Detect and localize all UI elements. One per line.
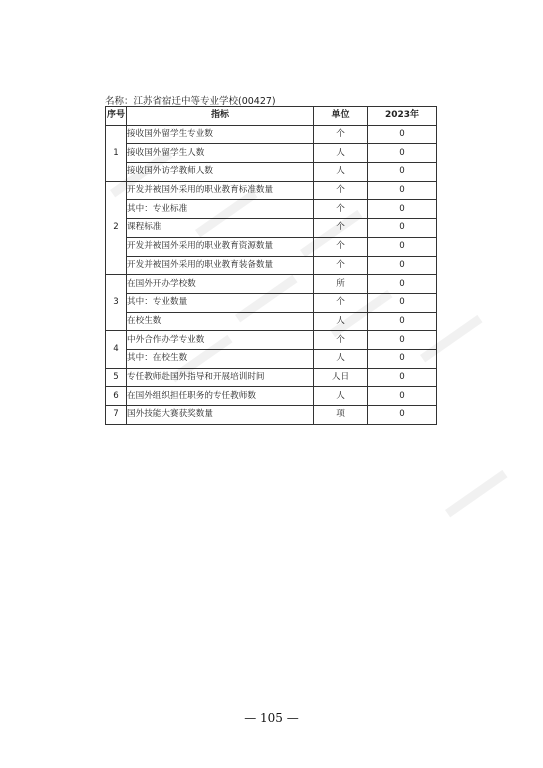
indicator-cell: 在国外组织担任职务的专任教师数 [127, 387, 314, 406]
unit-cell: 项 [314, 406, 368, 425]
row-number-cell: 3 [106, 275, 127, 331]
table-header [106, 107, 437, 126]
value-cell: 0 [368, 331, 437, 350]
indicator-cell: 其中：专业标准 [127, 200, 314, 219]
value-cell: 0 [368, 256, 437, 275]
table-row [106, 219, 437, 238]
unit-cell: 个 [314, 219, 368, 238]
value-cell: 0 [368, 237, 437, 256]
value-cell: 0 [368, 387, 437, 406]
table-row [106, 331, 437, 350]
value-cell: 0 [368, 349, 437, 368]
document-name-label: 名称：江苏省宿迁中等专业学校(00427) [105, 96, 276, 107]
unit-cell: 人 [314, 387, 368, 406]
row-number-cell: 6 [106, 387, 127, 406]
table-header-row [106, 107, 437, 126]
indicator-cell: 开发并被国外采用的职业教育装备数量 [127, 256, 314, 275]
page-number: — 105 — [244, 711, 299, 725]
value-cell: 0 [368, 293, 437, 312]
column-header-indicator: 指标 [127, 107, 314, 126]
indicator-cell: 专任教师赴国外指导和开展培训时间 [127, 368, 314, 387]
table-row [106, 237, 437, 256]
indicator-table [105, 106, 437, 425]
value-cell: 0 [368, 144, 437, 163]
column-header-unit: 单位 [314, 107, 368, 126]
value-cell: 0 [368, 275, 437, 294]
table-row [106, 312, 437, 331]
unit-cell: 所 [314, 275, 368, 294]
unit-cell: 人日 [314, 368, 368, 387]
table-body [106, 125, 437, 424]
unit-cell: 个 [314, 331, 368, 350]
indicator-cell: 接收国外留学生专业数 [127, 125, 314, 144]
table-row [106, 293, 437, 312]
value-cell: 0 [368, 312, 437, 331]
indicator-cell: 在国外开办学校数 [127, 275, 314, 294]
value-cell: 0 [368, 406, 437, 425]
indicator-cell: 在校生数 [127, 312, 314, 331]
unit-cell: 个 [314, 237, 368, 256]
indicator-cell: 其中：专业数量 [127, 293, 314, 312]
table-row [106, 349, 437, 368]
indicator-cell: 中外合作办学专业数 [127, 331, 314, 350]
table-row [106, 387, 437, 406]
value-cell: 0 [368, 125, 437, 144]
unit-cell: 个 [314, 293, 368, 312]
table-row [106, 125, 437, 144]
value-cell: 0 [368, 368, 437, 387]
row-number-cell: 2 [106, 181, 127, 274]
row-number-cell: 5 [106, 368, 127, 387]
indicator-cell: 开发并被国外采用的职业教育标准数量 [127, 181, 314, 200]
value-cell: 0 [368, 200, 437, 219]
value-cell: 0 [368, 163, 437, 182]
column-header-year: 2023年 [368, 107, 437, 126]
table-row [106, 368, 437, 387]
table-row [106, 200, 437, 219]
value-cell: 0 [368, 181, 437, 200]
column-header-no: 序号 [106, 107, 127, 126]
indicator-cell: 国外技能大赛获奖数量 [127, 406, 314, 425]
table-row [106, 181, 437, 200]
value-cell: 0 [368, 219, 437, 238]
table-row [106, 163, 437, 182]
row-number-cell: 4 [106, 331, 127, 368]
unit-cell: 个 [314, 256, 368, 275]
indicator-cell: 课程标准 [127, 219, 314, 238]
indicator-cell: 其中：在校生数 [127, 349, 314, 368]
row-number-cell: 1 [106, 125, 127, 181]
unit-cell: 人 [314, 349, 368, 368]
unit-cell: 人 [314, 163, 368, 182]
indicator-cell: 接收国外留学生人数 [127, 144, 314, 163]
unit-cell: 个 [314, 125, 368, 144]
table-row [106, 256, 437, 275]
watermark-texture [445, 470, 508, 518]
table-row [106, 275, 437, 294]
unit-cell: 个 [314, 181, 368, 200]
table-row [106, 144, 437, 163]
unit-cell: 人 [314, 312, 368, 331]
table-row [106, 406, 437, 425]
row-number-cell: 7 [106, 406, 127, 425]
indicator-cell: 开发并被国外采用的职业教育资源数量 [127, 237, 314, 256]
indicator-cell: 接收国外访学教师人数 [127, 163, 314, 182]
unit-cell: 个 [314, 200, 368, 219]
unit-cell: 人 [314, 144, 368, 163]
